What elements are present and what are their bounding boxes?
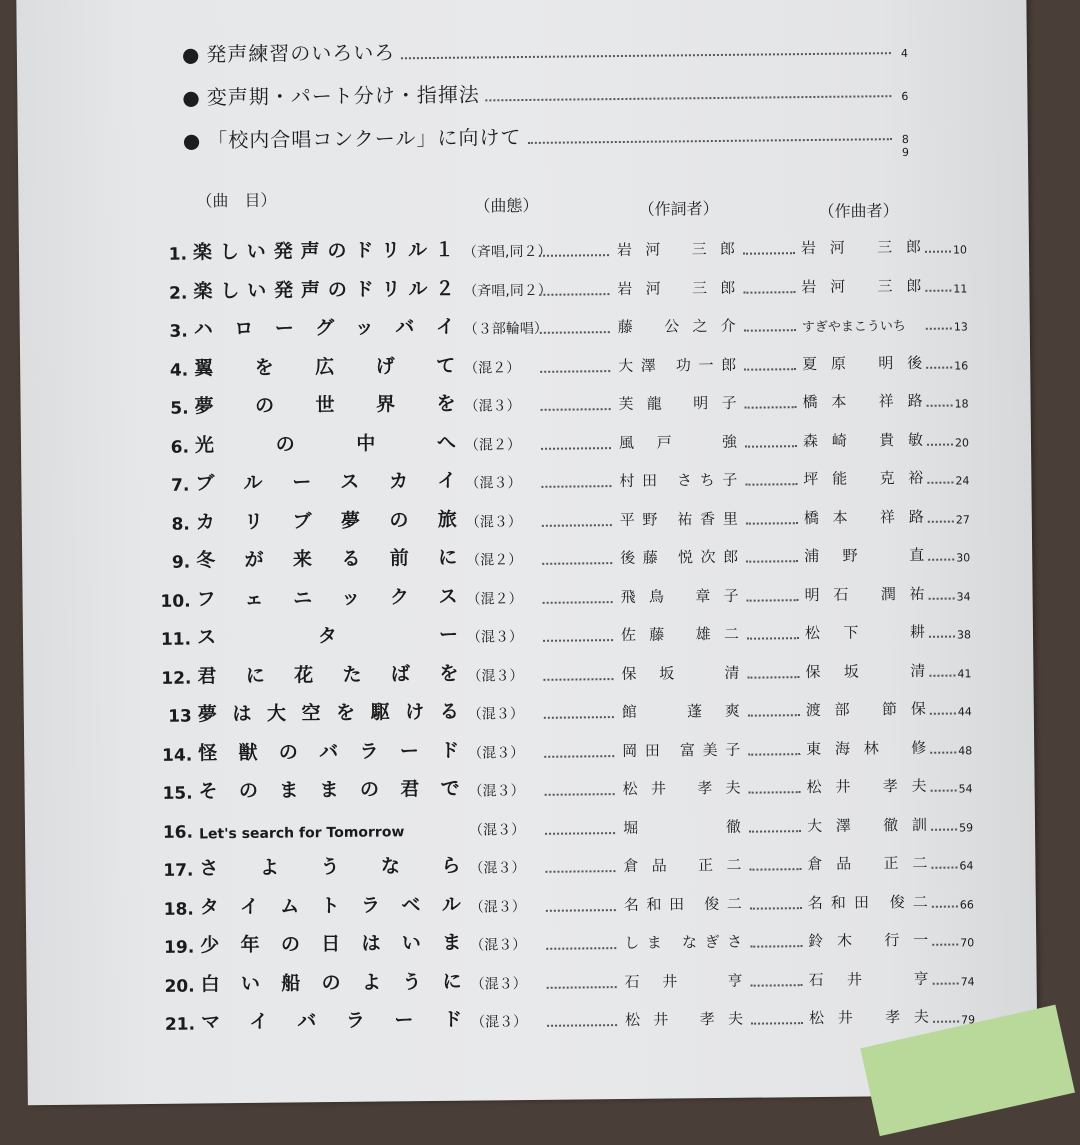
song-composer: 岩河 三郎 bbox=[800, 237, 922, 258]
dot-leader bbox=[929, 674, 955, 676]
dot-leader bbox=[545, 793, 615, 796]
song-number: 3. bbox=[169, 321, 188, 342]
song-lyricist: しま なぎさ bbox=[624, 932, 743, 953]
dot-leader bbox=[933, 1021, 959, 1023]
song-page: 48 bbox=[958, 743, 973, 757]
song-number: 7. bbox=[171, 475, 190, 496]
song-title: タイムトラベル bbox=[199, 893, 462, 918]
song-page: 16 bbox=[954, 358, 969, 373]
dot-leader bbox=[546, 947, 616, 950]
song-number: 4. bbox=[169, 360, 189, 381]
dot-leader bbox=[928, 559, 954, 561]
song-page: 13 bbox=[953, 320, 968, 334]
dot-leader bbox=[751, 1022, 803, 1025]
song-form: （混３） bbox=[469, 898, 526, 916]
bullet-icon: ● bbox=[182, 128, 202, 153]
dot-leader bbox=[750, 907, 802, 910]
song-number: 12. bbox=[161, 668, 192, 689]
dot-leader bbox=[539, 293, 609, 296]
song-title: 君に花たばを bbox=[197, 662, 460, 687]
dot-leader bbox=[749, 830, 801, 833]
dot-leader bbox=[748, 714, 800, 717]
dot-leader bbox=[744, 329, 796, 332]
dot-leader bbox=[745, 445, 797, 448]
dot-leader bbox=[745, 406, 797, 409]
song-lyricist: 松井 孝夫 bbox=[624, 1009, 744, 1029]
song-lyricist: 倉品 正二 bbox=[623, 855, 742, 876]
song-lyricist: 大澤 功一郎 bbox=[618, 355, 737, 375]
song-row bbox=[142, 536, 972, 575]
song-title: フェニックス bbox=[196, 585, 459, 610]
song-page: 74 bbox=[960, 974, 975, 988]
song-title: 光の中へ bbox=[194, 431, 458, 456]
song-page: 38 bbox=[956, 628, 972, 642]
dot-leader bbox=[541, 408, 611, 411]
song-lyricist: 岡田 富美子 bbox=[622, 740, 741, 760]
song-number: 9. bbox=[171, 552, 191, 573]
song-row bbox=[147, 998, 977, 1037]
song-page: 64 bbox=[959, 859, 974, 873]
dot-leader bbox=[527, 138, 891, 144]
song-composer: 名和田 俊二 bbox=[807, 892, 928, 912]
song-lyricist: 松井 孝夫 bbox=[622, 778, 741, 799]
song-page: 44 bbox=[957, 705, 972, 719]
song-form: （混３） bbox=[465, 513, 522, 531]
dot-leader bbox=[747, 676, 799, 679]
song-row bbox=[145, 844, 975, 883]
song-composer: 浦野 直 bbox=[804, 545, 925, 566]
column-header-lyricist: （作詞者） bbox=[638, 198, 719, 219]
song-page: 30 bbox=[956, 551, 971, 565]
song-row bbox=[146, 883, 976, 922]
song-form: （混３） bbox=[468, 821, 526, 839]
song-composer: 夏原 明後 bbox=[802, 353, 923, 373]
song-row bbox=[146, 921, 976, 960]
song-form: （混３） bbox=[465, 475, 522, 492]
song-title: 冬が来る前に bbox=[196, 546, 459, 572]
song-composer: 坪能 克裕 bbox=[803, 468, 924, 489]
song-lyricist: 村田 さち子 bbox=[619, 470, 738, 491]
dot-leader bbox=[542, 562, 612, 565]
song-lyricist: 岩河 三郎 bbox=[616, 239, 736, 260]
dot-leader bbox=[401, 52, 891, 59]
dot-leader bbox=[543, 601, 613, 604]
song-page: 10 bbox=[952, 243, 968, 257]
song-number: 6. bbox=[170, 437, 190, 458]
song-lyricist: 名和田 俊二 bbox=[623, 894, 742, 914]
song-composer: 渡部 節保 bbox=[805, 699, 926, 720]
section-title: 発声練習のいろいろ bbox=[206, 40, 396, 67]
dot-leader bbox=[746, 560, 798, 563]
song-title: ハローグッバイ bbox=[193, 315, 456, 341]
song-title: さようなら bbox=[199, 854, 462, 880]
dot-leader bbox=[928, 520, 954, 522]
song-number: 14. bbox=[162, 745, 193, 766]
dot-leader bbox=[541, 447, 611, 450]
song-row bbox=[139, 267, 969, 306]
dot-leader bbox=[747, 599, 799, 602]
song-form: （混３） bbox=[467, 706, 524, 723]
song-title: Let's search for Tomorrow bbox=[198, 823, 405, 842]
dot-leader bbox=[925, 289, 951, 291]
song-form: （混３） bbox=[464, 398, 521, 415]
dot-leader bbox=[926, 328, 952, 330]
song-form: （混３） bbox=[468, 744, 525, 762]
dot-leader bbox=[749, 868, 801, 871]
song-title: 夢は大空を駆ける bbox=[197, 700, 460, 726]
section-page: 4 bbox=[900, 46, 909, 61]
dot-leader bbox=[927, 443, 953, 445]
song-lyricist: 保坂 清 bbox=[621, 663, 740, 683]
dot-leader bbox=[927, 405, 953, 407]
dot-leader bbox=[542, 524, 612, 527]
song-row bbox=[144, 690, 974, 729]
song-page: 59 bbox=[958, 820, 974, 834]
song-number: 1. bbox=[168, 244, 188, 265]
song-row bbox=[145, 806, 975, 845]
song-composer: 森崎 貴敏 bbox=[802, 430, 924, 450]
song-page: 11 bbox=[953, 281, 968, 296]
song-row bbox=[142, 575, 972, 614]
dot-leader bbox=[931, 828, 957, 830]
song-lyricist: 飛鳥 章子 bbox=[620, 586, 739, 606]
dot-leader bbox=[544, 716, 614, 719]
song-lyricist: 岩河 三郎 bbox=[617, 278, 736, 298]
song-lyricist: 石井 亨 bbox=[624, 971, 743, 991]
song-page: 79 bbox=[960, 1013, 976, 1027]
song-title: 怪獣のバラード bbox=[198, 739, 461, 764]
song-title: ブルースカイ bbox=[195, 469, 458, 495]
dot-leader bbox=[547, 1024, 617, 1027]
song-page: 41 bbox=[957, 666, 972, 680]
song-form: （３部輪唱） bbox=[463, 320, 548, 338]
song-row bbox=[139, 228, 969, 267]
dot-leader bbox=[743, 291, 795, 294]
song-row bbox=[140, 382, 970, 421]
song-number: 10. bbox=[160, 591, 191, 612]
song-form: （混２） bbox=[464, 359, 521, 377]
dot-leader bbox=[543, 639, 613, 642]
song-page: 24 bbox=[955, 474, 970, 488]
song-title: スター bbox=[196, 623, 460, 649]
song-number: 20. bbox=[164, 976, 195, 997]
dot-leader bbox=[746, 522, 798, 525]
dot-leader bbox=[925, 251, 951, 253]
song-composer: 石井 亨 bbox=[808, 969, 929, 989]
dot-leader bbox=[750, 945, 802, 948]
dot-leader bbox=[745, 483, 797, 486]
column-header-form: （曲態） bbox=[474, 195, 539, 216]
dot-leader bbox=[486, 95, 892, 101]
section-page: 8 bbox=[901, 132, 910, 147]
dot-leader bbox=[929, 597, 955, 599]
song-row bbox=[140, 344, 970, 383]
song-title: 翼を広げて bbox=[194, 354, 457, 379]
song-composer: 保坂 清 bbox=[805, 661, 926, 681]
song-number: 19. bbox=[164, 937, 195, 958]
song-number: 5. bbox=[170, 398, 189, 419]
dot-leader bbox=[544, 755, 614, 758]
song-number: 21. bbox=[164, 1014, 196, 1035]
section-entry bbox=[182, 74, 910, 110]
dot-leader bbox=[547, 986, 617, 989]
song-lyricist: 館 蓬爽 bbox=[621, 701, 740, 722]
song-composer: すぎやまこういち bbox=[801, 319, 906, 336]
song-title: カリブ夢の旅 bbox=[195, 508, 458, 533]
song-composer: 松下 耕 bbox=[804, 622, 926, 643]
song-form: （混３） bbox=[470, 937, 527, 954]
book-page bbox=[16, 0, 1038, 1105]
song-form: （混３） bbox=[469, 860, 526, 877]
song-title: 楽しい発声のドリル２ bbox=[193, 277, 456, 302]
song-lyricist: 佐藤 雄二 bbox=[620, 624, 740, 645]
dot-leader bbox=[540, 370, 610, 373]
song-number: 17. bbox=[163, 860, 194, 881]
song-composer: 岩河 三郎 bbox=[801, 276, 922, 296]
dot-leader bbox=[545, 870, 615, 873]
dot-leader bbox=[541, 485, 611, 488]
dot-leader bbox=[929, 636, 955, 638]
section-page: 6 bbox=[901, 89, 910, 104]
song-row bbox=[141, 421, 971, 460]
song-page: 20 bbox=[954, 435, 970, 450]
song-number: 15. bbox=[162, 783, 193, 804]
dot-leader bbox=[748, 753, 800, 756]
song-title: 夢の世界を bbox=[194, 392, 457, 418]
dot-leader bbox=[930, 713, 956, 715]
song-lyricist: 後藤 悦次郎 bbox=[620, 547, 739, 568]
song-row bbox=[144, 729, 974, 768]
song-form: （混３） bbox=[466, 629, 524, 646]
song-page: 54 bbox=[958, 782, 973, 796]
song-form: （混２） bbox=[466, 590, 523, 608]
song-number: 2. bbox=[168, 283, 188, 304]
song-title: 少年の日はいま bbox=[200, 931, 463, 957]
dot-leader bbox=[546, 909, 616, 912]
song-composer: 東海林 修 bbox=[806, 738, 927, 758]
song-lyricist: 堀 徹 bbox=[622, 817, 742, 837]
column-header-songs: （曲 目） bbox=[196, 190, 277, 211]
song-composer: 大澤 徹訓 bbox=[806, 815, 928, 835]
song-form: （混３） bbox=[468, 783, 525, 800]
song-row bbox=[143, 613, 973, 652]
dot-leader bbox=[931, 867, 957, 869]
song-row bbox=[142, 498, 972, 537]
song-page: 34 bbox=[956, 589, 971, 604]
section-entry bbox=[182, 117, 910, 153]
song-page: 18 bbox=[954, 397, 969, 411]
song-page: 66 bbox=[959, 897, 974, 911]
dot-leader bbox=[927, 482, 953, 484]
song-lyricist: 平野 祐香里 bbox=[619, 509, 738, 529]
song-form: （混３） bbox=[467, 667, 524, 685]
song-title: マイバラード bbox=[200, 1008, 464, 1034]
song-number: 18. bbox=[163, 899, 194, 920]
dot-leader bbox=[931, 790, 957, 792]
song-composer: 橋本 祥路 bbox=[802, 391, 923, 412]
dot-leader bbox=[751, 984, 803, 987]
dot-leader bbox=[926, 366, 952, 368]
song-form: （斉唱,同２） bbox=[463, 282, 552, 300]
song-form: （混３） bbox=[470, 1014, 528, 1031]
dot-leader bbox=[545, 832, 615, 835]
song-row bbox=[141, 459, 971, 498]
song-form: （斉唱,同２） bbox=[462, 243, 552, 261]
song-form: （混２） bbox=[464, 436, 522, 454]
song-form: （混２） bbox=[466, 552, 523, 569]
dot-leader bbox=[543, 678, 613, 681]
column-header-composer: （作曲者） bbox=[818, 201, 899, 221]
song-composer: 明石 潤祐 bbox=[804, 584, 925, 604]
song-page: 70 bbox=[960, 936, 975, 950]
section-entry bbox=[181, 31, 909, 67]
section-trailing-page bbox=[183, 145, 911, 177]
bullet-icon: ● bbox=[182, 85, 201, 110]
song-composer: 倉品 正二 bbox=[807, 853, 928, 874]
song-row bbox=[146, 960, 976, 999]
song-number: 13 bbox=[168, 706, 192, 727]
song-page: 27 bbox=[955, 512, 970, 527]
song-number: 8. bbox=[171, 514, 190, 535]
song-number: 16. bbox=[162, 822, 194, 843]
song-number: 11. bbox=[160, 629, 192, 650]
song-lyricist: 芙龍 明子 bbox=[618, 393, 737, 414]
dot-leader bbox=[933, 982, 959, 984]
song-title: そのままの君で bbox=[198, 777, 461, 803]
dot-leader bbox=[749, 791, 801, 794]
song-lyricist: 風戸 強 bbox=[618, 432, 738, 452]
song-composer: 松井 孝夫 bbox=[806, 776, 927, 797]
dot-leader bbox=[932, 905, 958, 907]
song-title: 楽しい発声のドリル１ bbox=[192, 238, 456, 264]
song-composer: 松井 孝夫 bbox=[808, 1007, 930, 1028]
dot-leader bbox=[744, 368, 796, 371]
song-lyricist: 藤 公之介 bbox=[617, 316, 736, 337]
dot-leader bbox=[747, 637, 799, 640]
bullet-icon: ● bbox=[181, 42, 201, 67]
song-row bbox=[143, 652, 973, 691]
song-composer: 鈴木 行一 bbox=[808, 930, 929, 951]
dot-leader bbox=[540, 331, 610, 334]
song-row bbox=[144, 767, 974, 806]
dot-leader bbox=[539, 254, 609, 257]
dot-leader bbox=[930, 751, 956, 753]
section-title: 変声期・パート分け・指揮法 bbox=[206, 82, 480, 110]
section-page: 9 bbox=[901, 145, 911, 160]
song-composer: 橋本 祥路 bbox=[803, 507, 924, 527]
song-row bbox=[140, 305, 970, 344]
song-title: 白い船のように bbox=[200, 970, 463, 995]
section-title: 「校内合唱コンクール」に向けて bbox=[207, 125, 522, 153]
dot-leader bbox=[743, 252, 795, 255]
dot-leader bbox=[932, 944, 958, 946]
song-form: （混３） bbox=[470, 975, 527, 993]
